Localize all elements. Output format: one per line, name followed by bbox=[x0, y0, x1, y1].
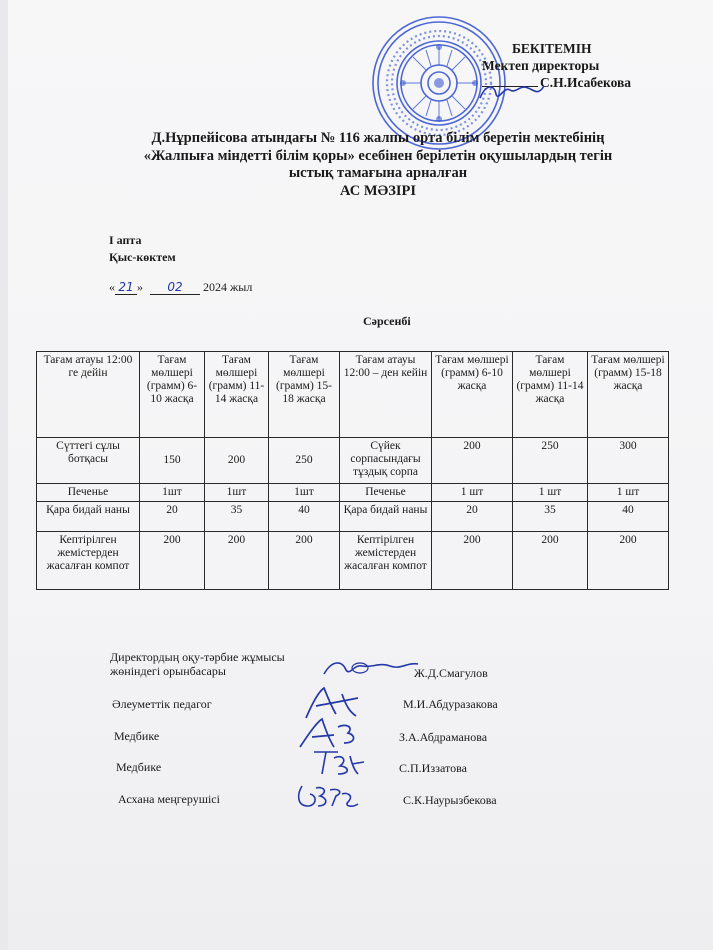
signature-scribble bbox=[292, 780, 362, 812]
date-close-quote: » bbox=[137, 280, 143, 294]
signature-scribble bbox=[308, 748, 368, 778]
title-line-4: АС МӘЗІРІ bbox=[339, 182, 417, 199]
table-cell: 250 bbox=[269, 438, 340, 484]
table-cell: 20 bbox=[432, 502, 513, 532]
table-cell: 300 bbox=[588, 438, 669, 484]
table-header-row bbox=[37, 352, 669, 438]
header-portion-6-10: Тағам мөлшері (грамм) 6-10 жасқа bbox=[140, 352, 205, 438]
title-line-2: «Жалпыға міндетті білім қоры» есебінен берілетін оқушылардың тегін bbox=[143, 147, 613, 164]
menu-table bbox=[36, 351, 669, 590]
header-portion-15-18: Тағам мөлшері (грамм) 15-18 жасқа bbox=[269, 352, 340, 438]
table-cell: 1шт bbox=[269, 484, 340, 502]
signature-role: Асхана меңгерушісі bbox=[118, 792, 220, 806]
season-label: Қыс-көктем bbox=[109, 250, 176, 264]
date-day: 21 bbox=[115, 280, 137, 295]
signature-scribble bbox=[294, 713, 364, 753]
signature-name: С.П.Иззатова bbox=[399, 761, 467, 775]
signature-scribble bbox=[320, 652, 420, 682]
table-row bbox=[37, 484, 669, 502]
signature-name: С.К.Наурызбекова bbox=[403, 793, 497, 807]
date-month: 02 bbox=[150, 280, 200, 295]
table-cell: 40 bbox=[269, 502, 340, 532]
table-cell: 200 bbox=[432, 438, 513, 484]
table-cell: 1 шт bbox=[513, 484, 588, 502]
header-dish-before-noon: Тағам атауы 12:00 ге дейін bbox=[37, 352, 140, 438]
signature-role: Медбике bbox=[114, 729, 160, 743]
table-cell: 1 шт bbox=[432, 484, 513, 502]
signature-role: Әлеуметтік педагог bbox=[112, 697, 212, 711]
table-cell: Кептірілген жемістерден жасалған компот bbox=[37, 532, 140, 590]
signature-role-line: Директордың оқу-тәрбие жұмысы bbox=[110, 650, 285, 664]
table-row bbox=[37, 532, 669, 590]
director-signature-scribble bbox=[476, 80, 546, 104]
table-row bbox=[37, 502, 669, 532]
date-line bbox=[109, 280, 252, 295]
date-suffix: жыл bbox=[230, 280, 253, 294]
date-open-quote: « bbox=[109, 280, 115, 294]
table-cell: 250 bbox=[513, 438, 588, 484]
signature-role-line: жөніндегі орынбасары bbox=[110, 664, 226, 678]
table-cell: 200 bbox=[205, 438, 269, 484]
header-portion-6-10-after: Тағам мөлшері (грамм) 6-10 жасқа bbox=[432, 352, 513, 438]
signature-name: М.И.Абдуразакова bbox=[403, 697, 498, 711]
approval-name: С.Н.Исабекова bbox=[540, 75, 632, 90]
table-cell: 1 шт bbox=[588, 484, 669, 502]
table-cell: Қара бидай наны bbox=[37, 502, 140, 532]
header-dish-after-noon: Тағам атауы 12:00 – ден кейін bbox=[340, 352, 432, 438]
table-cell: Печенье bbox=[37, 484, 140, 502]
date-year: 2024 bbox=[203, 280, 227, 294]
signature-name: З.А.Абдраманова bbox=[399, 730, 488, 744]
table-cell: 200 bbox=[432, 532, 513, 590]
header-portion-11-14-after: Тағам мөлшері (грамм) 11-14 жасқа bbox=[513, 352, 588, 438]
signature-role bbox=[110, 650, 285, 678]
table-cell: 200 bbox=[269, 532, 340, 590]
table-cell: Кептірілген жемістерден жасалған компот bbox=[340, 532, 432, 590]
table-cell: 200 bbox=[205, 532, 269, 590]
document-page bbox=[8, 0, 713, 950]
header-portion-15-18-after: Тағам мөлшері (грамм) 15-18 жасқа bbox=[588, 352, 669, 438]
signature-role: Медбике bbox=[116, 760, 162, 774]
table-cell: 40 bbox=[588, 502, 669, 532]
table-cell: 200 bbox=[513, 532, 588, 590]
table-row bbox=[37, 438, 669, 484]
title-line-3: ыстық тамағына арналған bbox=[288, 165, 468, 181]
title-line-1: Д.Нұрпейісова атындағы № 116 жалпы орта білім беретін мектебінің bbox=[151, 130, 605, 146]
table-cell: Сүйек сорпасындағы тұздық сорпа bbox=[340, 438, 432, 484]
table-cell: 1шт bbox=[140, 484, 205, 502]
table-cell: Қара бидай наны bbox=[340, 502, 432, 532]
table-cell: 1шт bbox=[205, 484, 269, 502]
weekday-label: Сәрсенбі bbox=[363, 314, 411, 328]
table-cell: 35 bbox=[205, 502, 269, 532]
approval-position: Мектеп директоры bbox=[482, 58, 600, 73]
document-title bbox=[108, 130, 648, 200]
approval-heading: БЕКІТЕМІН bbox=[512, 41, 592, 56]
table-cell: 200 bbox=[140, 532, 205, 590]
table-cell: 200 bbox=[588, 532, 669, 590]
period-info bbox=[109, 232, 176, 266]
table-cell: 150 bbox=[140, 438, 205, 484]
signature-name: Ж.Д.Смагулов bbox=[414, 666, 488, 680]
table-cell: 35 bbox=[513, 502, 588, 532]
table-cell: Сүттегі сұлы ботқасы bbox=[37, 438, 140, 484]
table-cell: Печенье bbox=[340, 484, 432, 502]
table-cell: 20 bbox=[140, 502, 205, 532]
week-label: I апта bbox=[109, 233, 142, 247]
header-portion-11-14: Тағам мөлшері (грамм) 11-14 жасқа bbox=[205, 352, 269, 438]
